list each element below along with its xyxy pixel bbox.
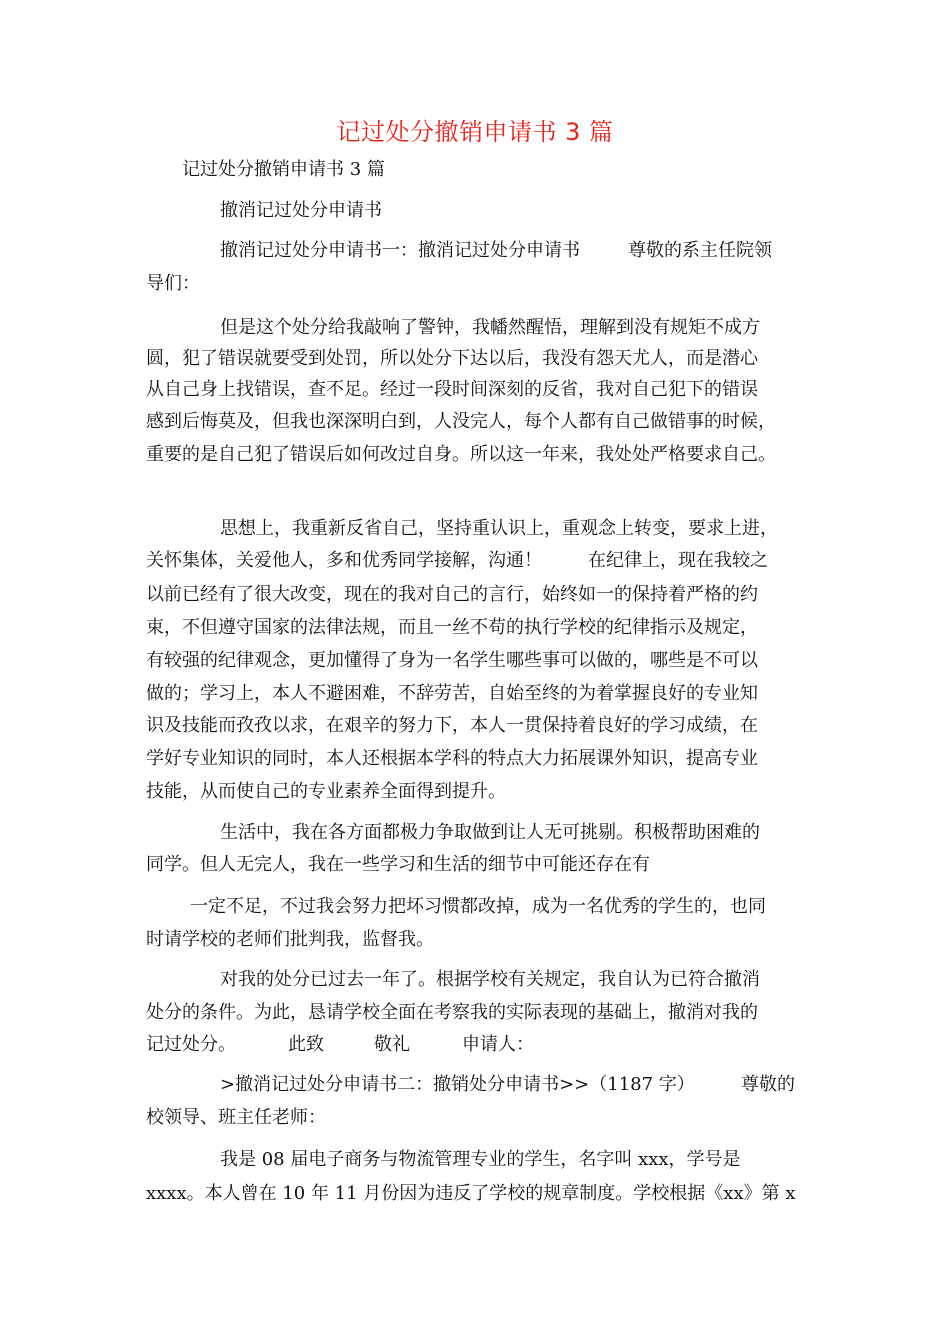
document-title: 记过处分撤销申请书 3 篇	[336, 118, 614, 146]
paragraph-line: 学好专业知识的同时，本人还根据本学科的特点大力拓展课外知识，提高专业	[146, 748, 758, 769]
paragraph-line: 从自己身上找错误，查不足。经过一段时间深刻的反省，我对自己犯下的错误	[146, 379, 758, 400]
paragraph-line: >撤消记过处分申请书二：撤销处分申请书>>（1187 字）	[220, 1074, 695, 1095]
paragraph-line: 圆，犯了错误就要受到处罚，所以处分下达以后，我没有怨天尤人，而是潜心	[146, 348, 758, 369]
paragraph-line: 一定不足，不过我会努力把坏习惯都改掉，成为一名优秀的学生的，也同	[190, 896, 766, 917]
text-span: 尊敬的系主任院领	[628, 240, 772, 261]
paragraph-line: xxxx。本人曾在 10 年 11 月份因为违反了学校的规章制度。学校根据《xx》第 x	[146, 1183, 796, 1204]
paragraph-line: 同学。但人无完人，我在一些学习和生活的细节中可能还存在有	[146, 854, 650, 875]
paragraph-line: 对我的处分已过去一年了。根据学校有关规定，我自认为已符合撤消	[220, 969, 760, 990]
paragraph-line: 思想上，我重新反省自己，坚持重认识上，重观念上转变，要求上进，	[220, 518, 778, 539]
section-heading: 撤消记过处分申请书	[220, 200, 382, 221]
applicant-label: 申请人：	[462, 1034, 534, 1055]
paragraph-line: 我是 08 届电子商务与物流管理专业的学生，名字叫 xxx，学号是	[220, 1149, 741, 1170]
paragraph-line: 有较强的纪律观念，更加懂得了身为一名学生哪些事可以做的，哪些是不可以	[146, 650, 758, 671]
paragraph-line: 尊敬的	[741, 1074, 795, 1095]
paragraph-line: 重要的是自己犯了错误后如何改过自身。所以这一年来，我处处严格要求自己。	[146, 444, 776, 465]
paragraph-line: 但是这个处分给我敲响了警钟，我幡然醒悟，理解到没有规矩不成方	[220, 317, 760, 338]
paragraph-line: 识及技能而孜孜以求，在艰辛的努力下，本人一贯保持着良好的学习成绩，在	[146, 715, 758, 736]
text-span: 在纪律上，现在我较之	[588, 550, 768, 571]
paragraph-line: 时请学校的老师们批判我，监督我。	[146, 929, 434, 950]
paragraph-line	[146, 549, 810, 573]
paragraph-line: 束，不但遵守国家的法律法规，而且一丝不苟的执行学校的纪律指示及规定，	[146, 617, 758, 638]
paragraph-line: 生活中，我在各方面都极力争取做到让人无可挑剔。积极帮助困难的	[220, 822, 760, 843]
paragraph-line: 感到后悔莫及，但我也深深明白到，人没完人，每个人都有自己做错事的时候，	[146, 411, 776, 432]
paragraph-line: 做的；学习上，本人不避困难，不辞劳苦，自始至终的为着掌握良好的专业知	[146, 683, 758, 704]
paragraph-line: 导们：	[146, 273, 200, 294]
text-span: 撤消记过处分申请书一：撤消记过处分申请书	[220, 240, 580, 261]
closing-salutation: 此致	[288, 1034, 324, 1055]
subtitle: 记过处分撤销申请书 3 篇	[182, 159, 385, 180]
text-span: 关怀集体，关爱他人，多和优秀同学接解，沟通！	[146, 550, 542, 571]
paragraph-line: 处分的条件。为此，恳请学校全面在考察我的实际表现的基础上，撤消对我的	[146, 1002, 758, 1023]
paragraph-line	[220, 239, 884, 263]
closing-regards: 敬礼	[374, 1034, 410, 1055]
paragraph-line: 技能，从而使自己的专业素养全面得到提升。	[146, 781, 506, 802]
paragraph-line: 校领导、班主任老师：	[146, 1107, 326, 1128]
paragraph-line: 以前已经有了很大改变，现在的我对自己的言行，始终如一的保持着严格的约	[146, 584, 758, 605]
text-span: 记过处分。	[146, 1034, 236, 1055]
